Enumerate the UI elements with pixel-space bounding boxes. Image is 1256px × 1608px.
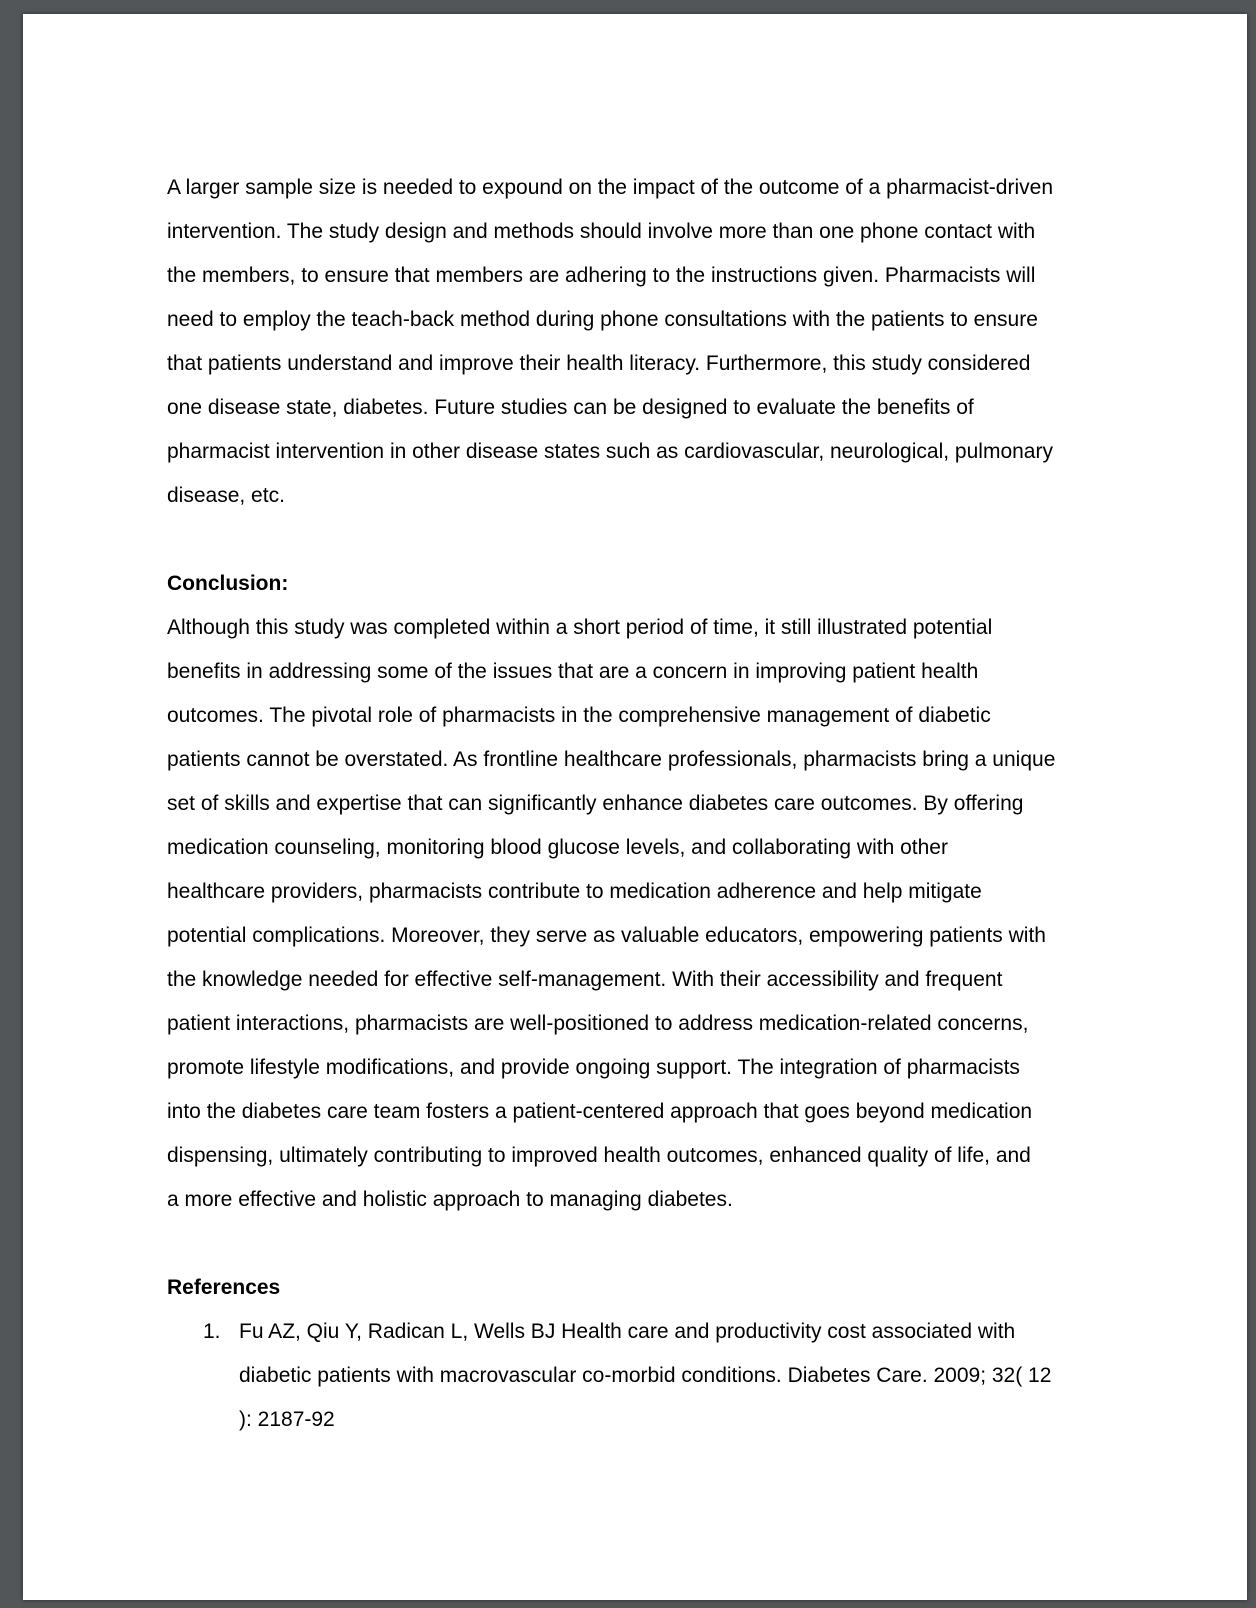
paragraph-line: dispensing, ultimately contributing to improved health outcomes, enhanced quality of life, and	[167, 1144, 1031, 1167]
paragraph-line: benefits in addressing some of the issues that are a concern in improving patient health	[167, 660, 979, 683]
paragraph-line: disease, etc.	[167, 484, 285, 507]
paragraph-line: medication counseling, monitoring blood glucose levels, and collaborating with other	[167, 836, 948, 859]
paragraph-line: that patients understand and improve their health literacy. Furthermore, this study considered	[167, 352, 1031, 375]
paragraph-line: one disease state, diabetes. Future studies can be designed to evaluate the benefits of	[167, 396, 974, 419]
paragraph-line: outcomes. The pivotal role of pharmacists in the comprehensive management of diabetic	[167, 704, 991, 727]
paragraph-line: promote lifestyle modifications, and provide ongoing support. The integration of pharmacists	[167, 1056, 1020, 1079]
reference-item	[167, 1310, 1117, 1442]
paragraph-line: Although this study was completed within a short period of time, it still illustrated potential	[167, 616, 993, 639]
paragraph-line: the members, to ensure that members are adhering to the instructions given. Pharmacists will	[167, 264, 1036, 287]
paragraph-line: healthcare providers, pharmacists contribute to medication adherence and help mitigate	[167, 880, 982, 903]
references-heading: References	[167, 1276, 281, 1299]
paragraph-line: potential complications. Moreover, they serve as valuable educators, empowering patients with	[167, 924, 1046, 947]
paragraph-line: set of skills and expertise that can significantly enhance diabetes care outcomes. By offering	[167, 792, 1024, 815]
page-content	[167, 166, 1117, 1442]
reference-line: ): 2187-92	[239, 1408, 335, 1431]
paragraph-line: into the diabetes care team fosters a patient-centered approach that goes beyond medication	[167, 1100, 1033, 1123]
reference-line: Fu AZ, Qiu Y, Radican L, Wells BJ Health care and productivity cost associated with	[239, 1320, 1016, 1343]
reference-number: 1.	[203, 1320, 221, 1343]
reference-line: diabetic patients with macrovascular co-morbid conditions. Diabetes Care. 2009; 32( 12	[239, 1364, 1052, 1387]
discussion-paragraph	[167, 166, 1117, 518]
conclusion-paragraph	[167, 606, 1117, 1222]
paragraph-line: patient interactions, pharmacists are well-positioned to address medication-related concerns,	[167, 1012, 1029, 1035]
paragraph-line: intervention. The study design and methods should involve more than one phone contact with	[167, 220, 1036, 243]
spacer	[167, 1222, 1117, 1266]
paragraph-line: pharmacist intervention in other disease states such as cardiovascular, neurological, pulmonary	[167, 440, 1053, 463]
paragraph-line: patients cannot be overstated. As frontline healthcare professionals, pharmacists bring a unique	[167, 748, 1056, 771]
paragraph-line: the knowledge needed for effective self-management. With their accessibility and frequent	[167, 968, 1003, 991]
document-page	[23, 14, 1247, 1600]
paragraph-line: a more effective and holistic approach to managing diabetes.	[167, 1188, 733, 1211]
spacer	[167, 518, 1117, 562]
conclusion-heading: Conclusion:	[167, 572, 289, 595]
paragraph-line: need to employ the teach-back method during phone consultations with the patients to ensure	[167, 308, 1038, 331]
paragraph-line: A larger sample size is needed to expound on the impact of the outcome of a pharmacist-driven	[167, 176, 1053, 199]
